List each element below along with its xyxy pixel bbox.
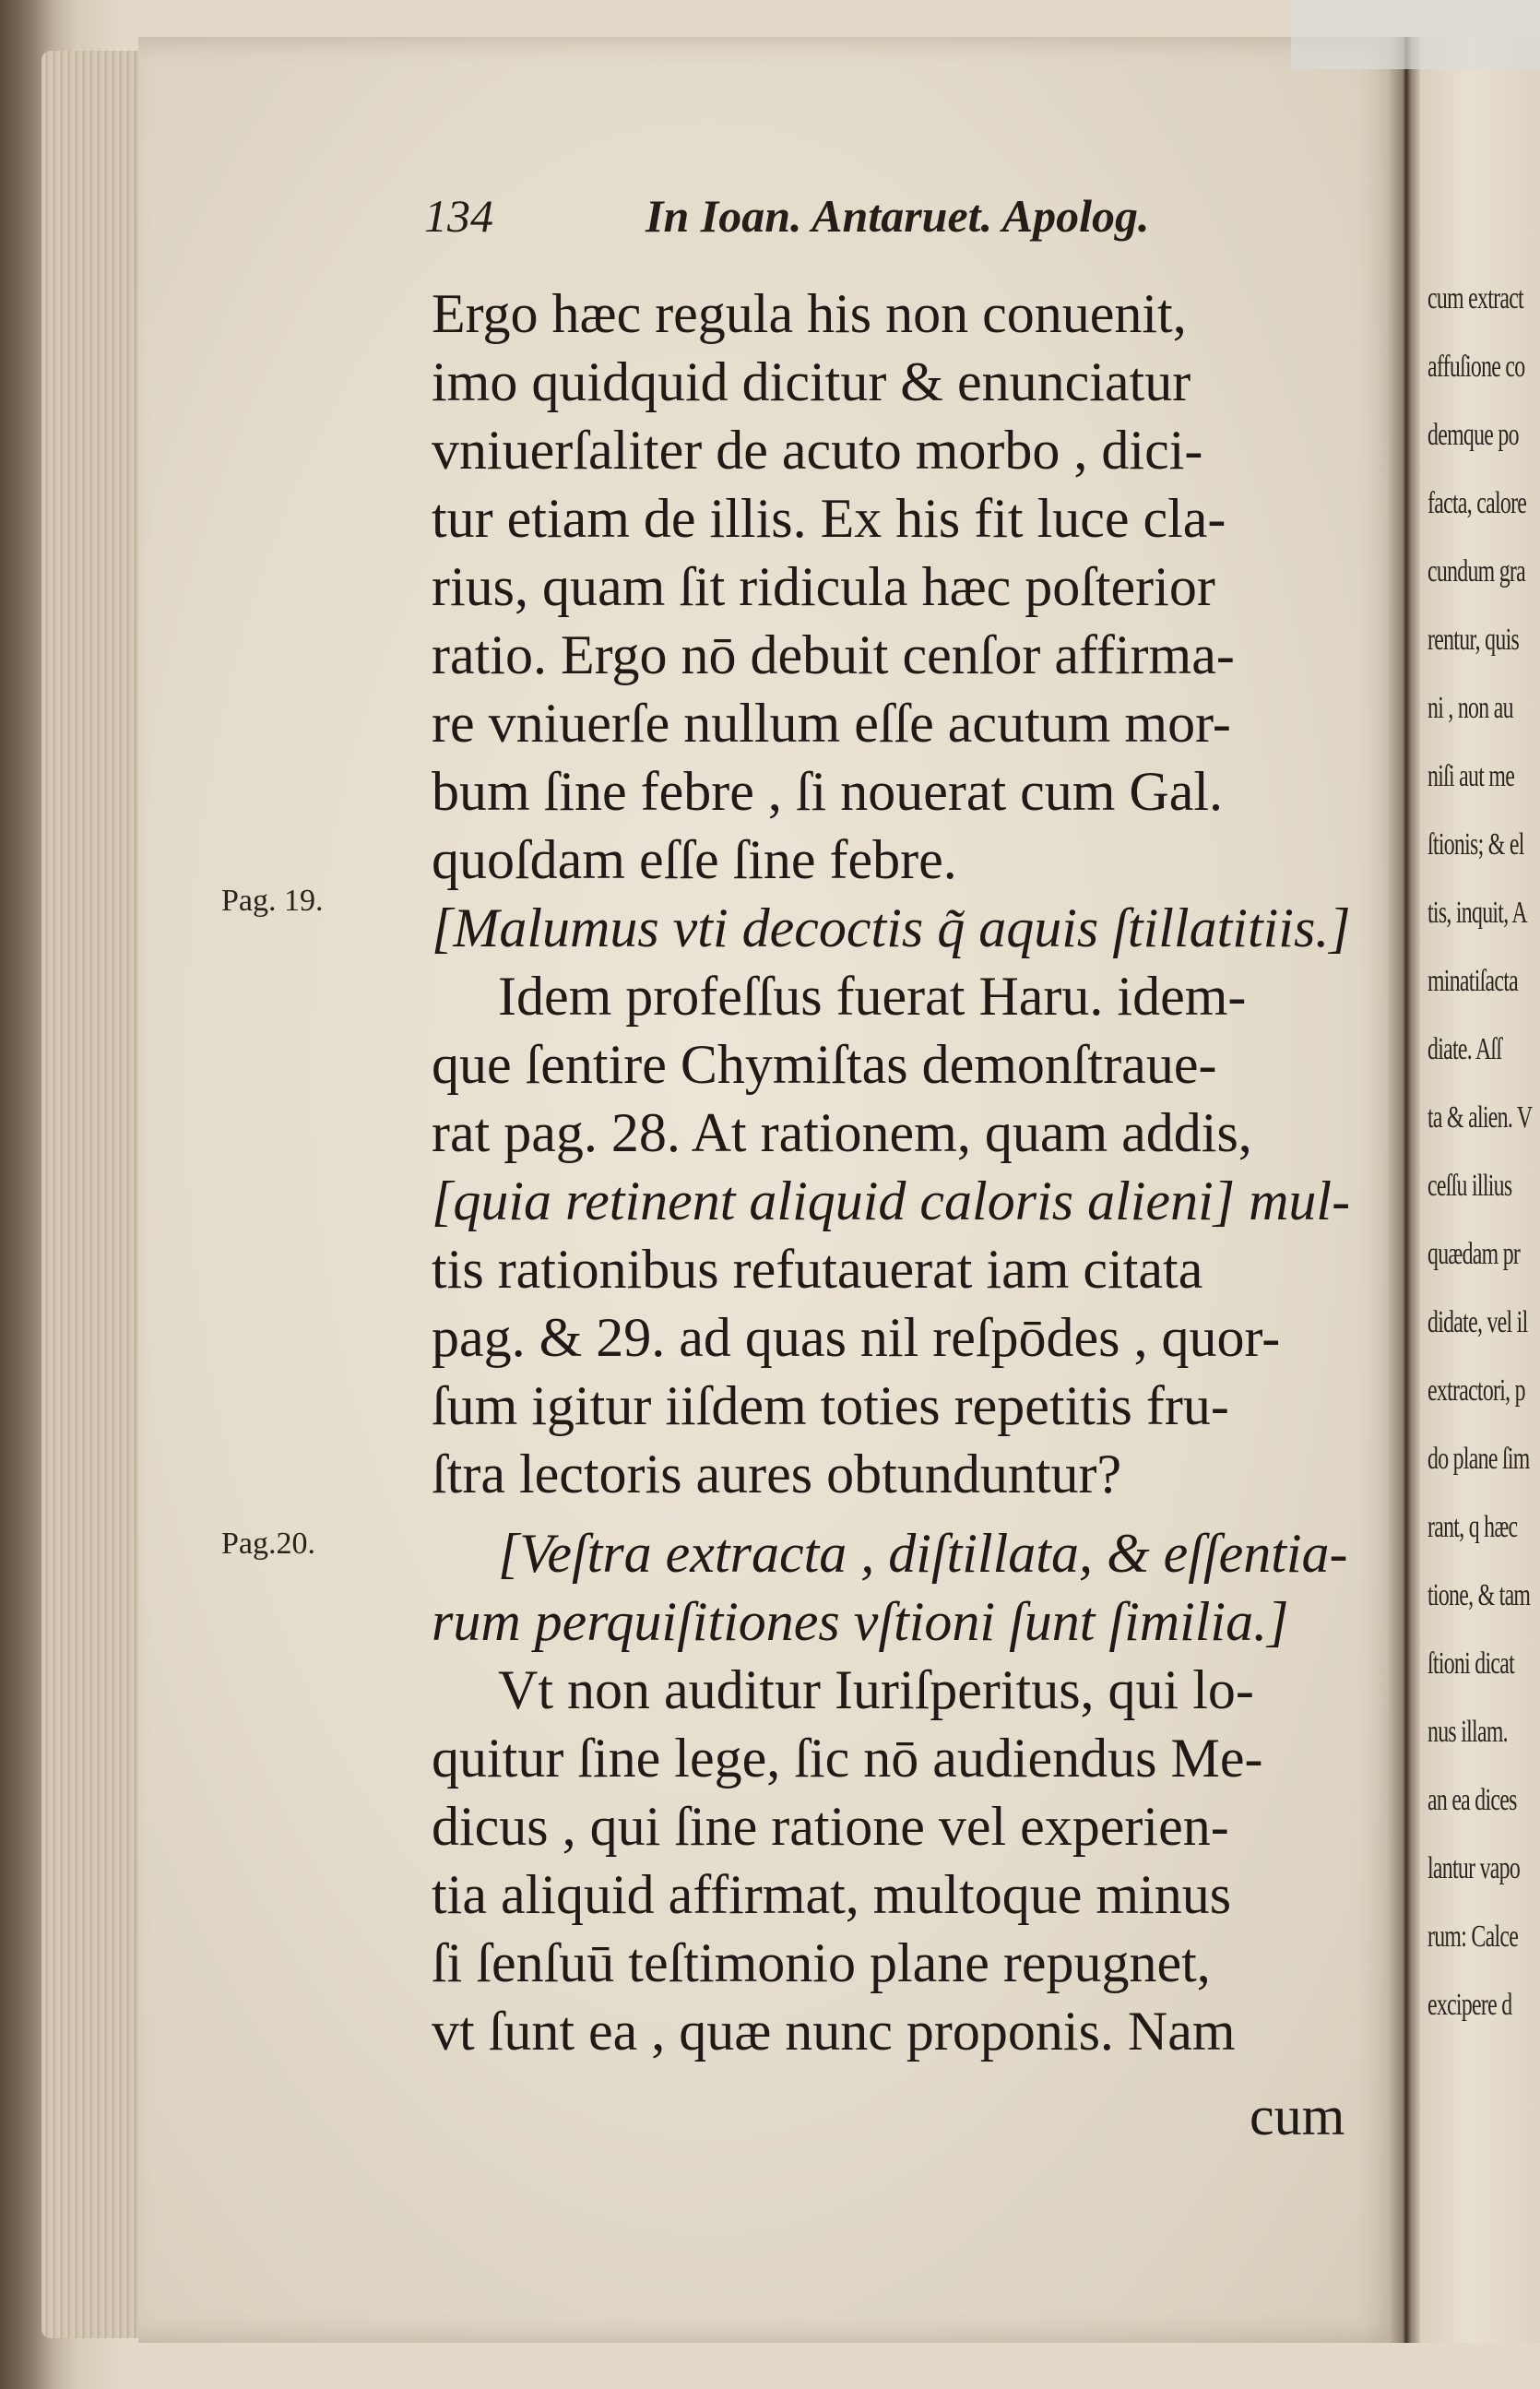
text-line: tur etiam de illis. Ex his fit luce cla- — [432, 488, 1226, 549]
text-line: tis rationibus refutauerat iam citata — [432, 1239, 1203, 1300]
facing-page-line: do plane ſim — [1427, 1442, 1530, 1476]
facing-page-line: didate, vel il — [1427, 1305, 1528, 1339]
facing-page-line: cundum gra — [1427, 554, 1526, 588]
text-line: tia aliquid affirmat, multoque minus — [432, 1864, 1232, 1925]
quoted-line: [Veſtra extracta , diſtillata, & eſſentia- — [498, 1523, 1348, 1584]
facing-page-line: niſi aut me — [1427, 759, 1515, 793]
facing-page-line: demque po — [1427, 418, 1519, 452]
page-edges — [41, 51, 152, 2338]
facing-page-line: facta, calore — [1427, 486, 1527, 520]
facing-page-line: rentur, quis — [1427, 623, 1520, 657]
text-line: dicus , qui ſine ratione vel experien- — [432, 1796, 1229, 1857]
quoted-line: rum perquiſitiones vſtioni ſunt ſimilia.] — [432, 1591, 1289, 1652]
facing-page-line: minatiſacta — [1427, 964, 1519, 998]
facing-page-line: ſtioni dicat — [1427, 1646, 1515, 1681]
facing-page-line: cum extract — [1427, 281, 1523, 315]
catchword: cum — [1250, 2086, 1345, 2146]
margin-note: Pag. 19. — [221, 884, 324, 918]
facing-page-line: rum: Calce — [1427, 1920, 1519, 1954]
book-gutter — [1388, 37, 1421, 2343]
facing-page-line: affuſione co — [1427, 350, 1525, 384]
facing-page-line: ta & alien. V — [1427, 1100, 1533, 1135]
page-header — [424, 189, 1254, 254]
facing-page-line: lantur vapo — [1427, 1851, 1521, 1885]
text-line: quitur ſine lege, ſic nō audiendus Me- — [432, 1728, 1263, 1789]
quoted-line: [Malumus vti decoctis q̃ aquis ſtillatitiis.] — [432, 897, 1351, 958]
text-line: que ſentire Chymiſtas demonſtraue- — [432, 1034, 1217, 1095]
quoted-line: [quia retinent aliquid caloris alieni] mul- — [432, 1171, 1351, 1231]
text-line: pag. & 29. ad quas nil reſpōdes , quor- — [432, 1307, 1281, 1368]
text-line: Vt non auditur Iuriſperitus, qui lo- — [498, 1659, 1254, 1720]
tape-strip — [1291, 0, 1540, 69]
text-line: vniuerſaliter de acuto morbo , dici- — [432, 420, 1203, 481]
facing-page-line: nus illam. — [1427, 1715, 1508, 1749]
facing-page-line: rant, q hæc — [1427, 1510, 1518, 1544]
facing-page-line: ceſſu illius — [1427, 1169, 1512, 1203]
facing-page-line: tis, inquit, A — [1427, 896, 1527, 930]
text-line: re vniuerſe nullum eſſe acutum mor- — [432, 693, 1231, 754]
facing-page-line: an ea dices — [1427, 1783, 1517, 1817]
facing-page-line: quædam pr — [1427, 1237, 1521, 1271]
facing-page-line: ni , non au — [1427, 691, 1513, 725]
text-line: ſtra lectoris aures obtunduntur? — [432, 1444, 1122, 1504]
text-line: Idem profeſſus fuerat Haru. idem- — [498, 966, 1247, 1027]
text-line: rat pag. 28. At rationem, quam addis, — [432, 1102, 1252, 1163]
facing-page-line: extractori, p — [1427, 1373, 1525, 1408]
text-line: Ergo hæc regula his non conuenit, — [432, 283, 1187, 344]
text-line: ſum igitur iiſdem toties repetitis fru- — [432, 1375, 1229, 1436]
text-line: quoſdam eſſe ſine febre. — [432, 829, 957, 890]
facing-page-line: diate. Aſſ — [1427, 1032, 1502, 1066]
text-line: imo quidquid dicitur & enunciatur — [432, 351, 1191, 412]
facing-page-line: tione, & tam — [1427, 1578, 1531, 1612]
facing-page-line: excipere d — [1427, 1988, 1512, 2022]
running-title: In Ioan. Antaruet. Apolog. — [646, 190, 1150, 242]
text-line: bum ſine febre , ſi nouerat cum Gal. — [432, 761, 1224, 822]
text-line: ratio. Ergo nō debuit cenſor affirma- — [432, 624, 1235, 685]
text-line: rius, quam ſit ridicula hæc poſterior — [432, 556, 1215, 617]
text-line: ſi ſenſuū teſtimonio plane repugnet, — [432, 1932, 1211, 1993]
margin-note: Pag.20. — [221, 1527, 315, 1561]
facing-page-line: ſtionis; & el — [1427, 827, 1524, 862]
text-line: vt ſunt ea , quæ nunc proponis. Nam — [432, 2001, 1236, 2062]
page-number: 134 — [424, 190, 493, 242]
